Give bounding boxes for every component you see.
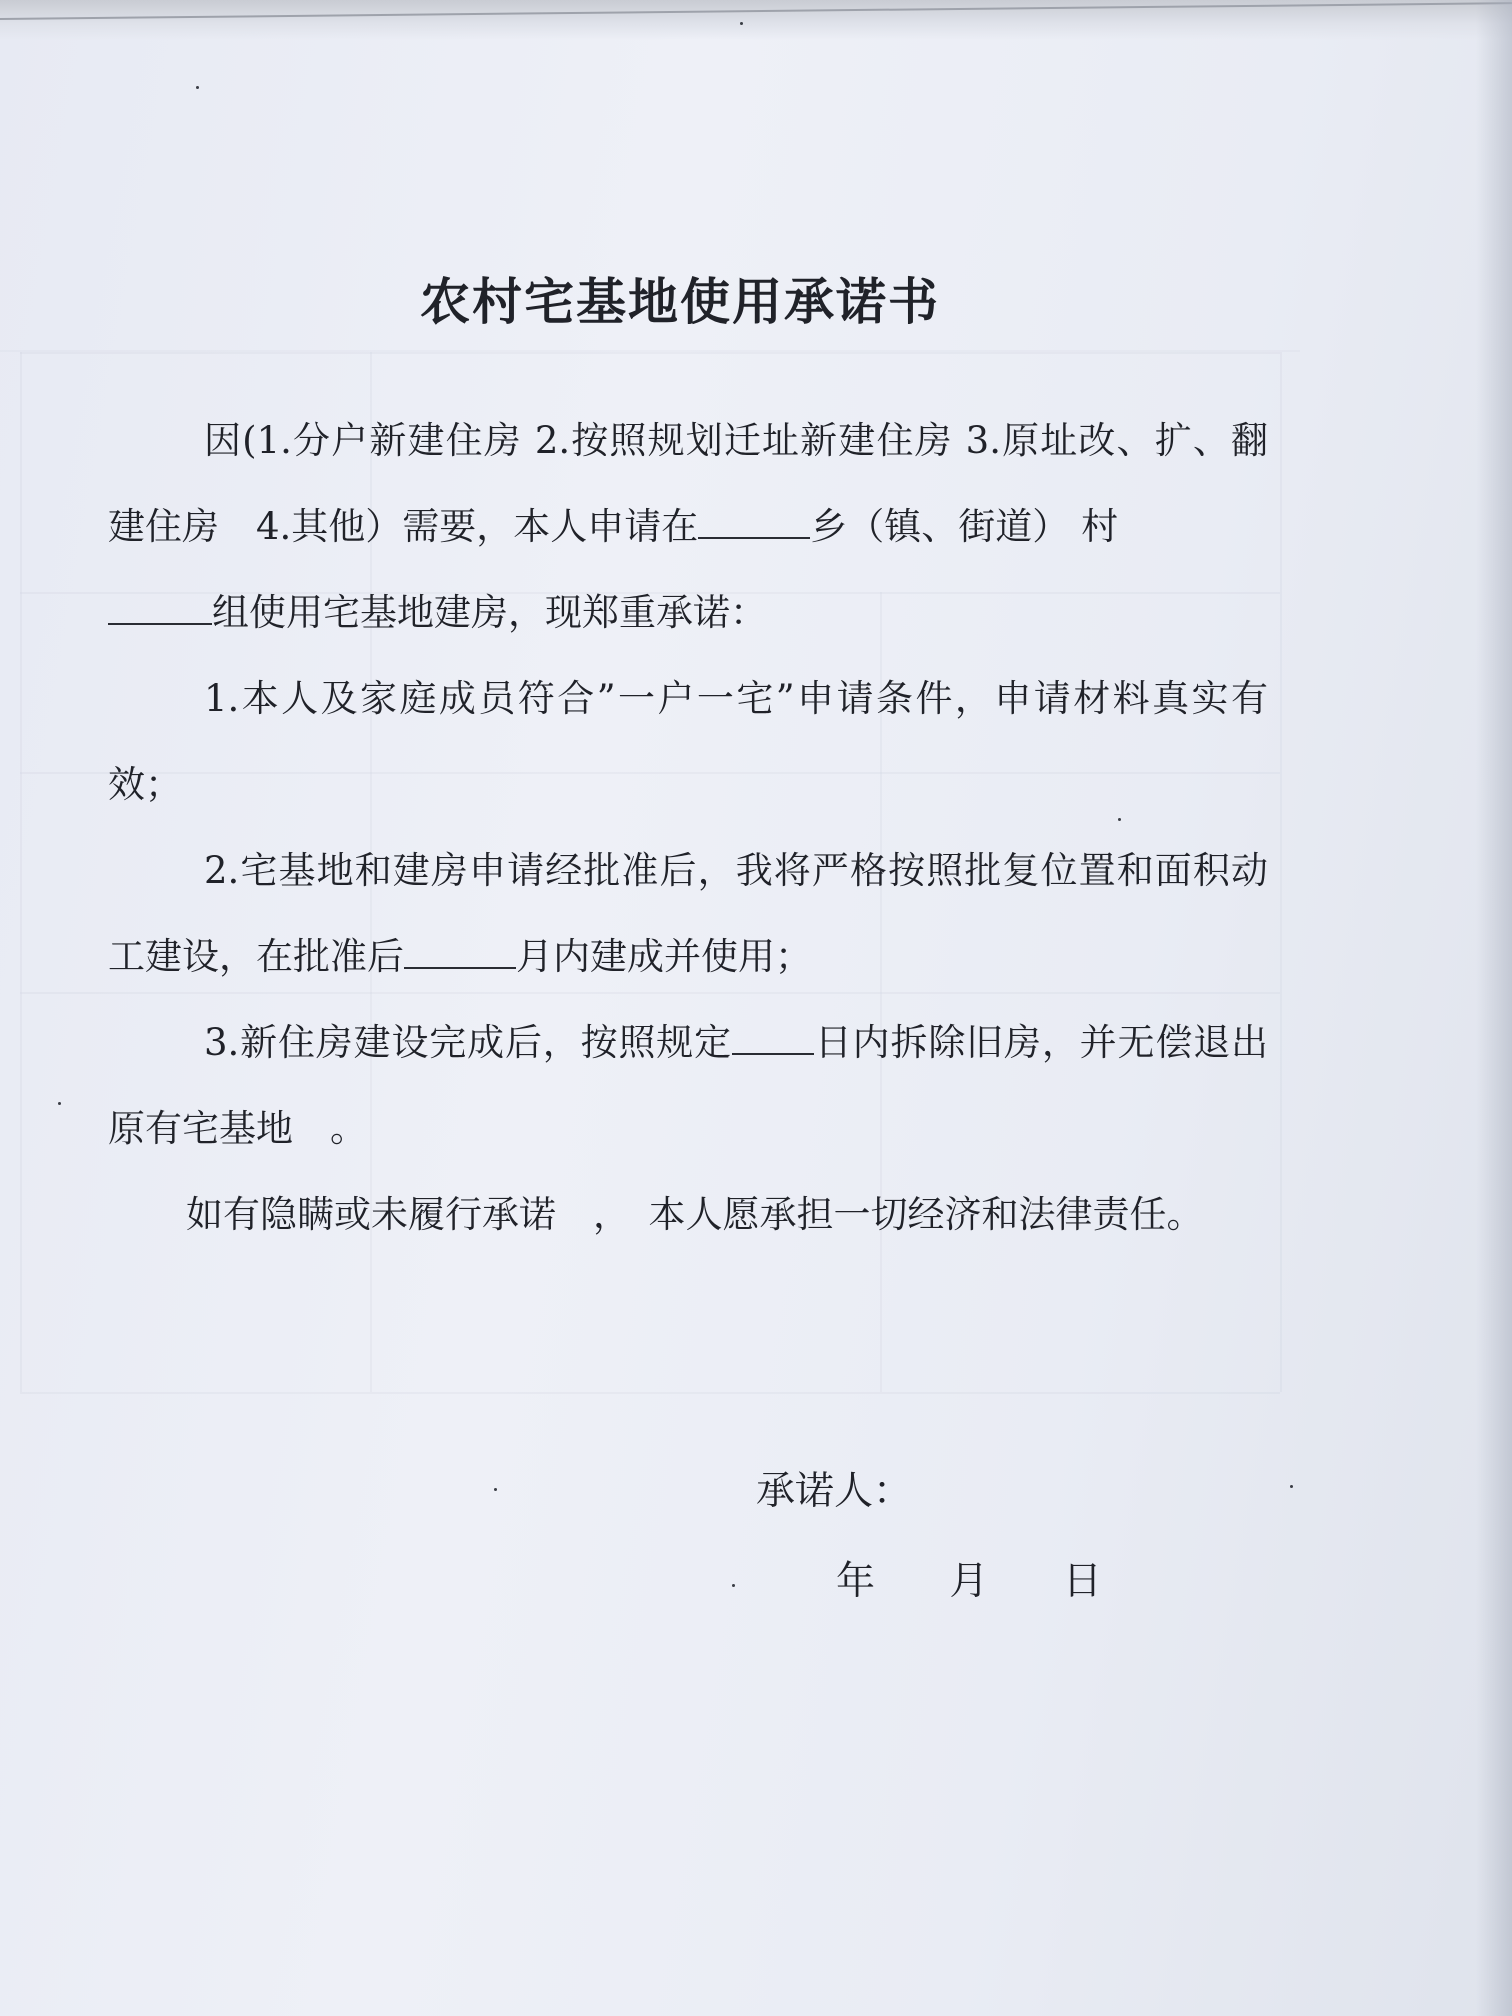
blank-township[interactable] (698, 509, 810, 539)
paragraph-item-2-text-b: 月内建成并使用； (516, 935, 812, 978)
date-year: 年 (836, 1559, 876, 1604)
paragraph-item-3 (108, 1000, 1268, 1172)
paragraph-reason-text-a: 因(1.分户新建住房 2.按照规划迁址新建住房 3.原址改、扩、翻建住房 4.其他）需要，本人申请在 (108, 419, 1268, 548)
paragraph-item-3-text-a: 3.新住房建设完成后，按照规定 (204, 1021, 732, 1064)
blank-days[interactable] (732, 1025, 814, 1055)
paragraph-reason-text-b: 乡（镇、街道） 村 (810, 505, 1119, 548)
document-body (108, 398, 1268, 1258)
date-day: 日 (1062, 1559, 1102, 1604)
paragraph-item-3-text-b: 日内拆除旧房，并无偿退出原有宅基地 。 (108, 1021, 1268, 1150)
paper-speck (494, 1488, 497, 1491)
paper-speck (58, 1102, 61, 1105)
paper-speck (1290, 1485, 1293, 1488)
signature-label: 承诺人： (756, 1469, 913, 1514)
paragraph-reason-text-c: 组使用宅基地建房，现郑重承诺： (212, 591, 767, 634)
paragraph-item-2-text-a: 2.宅基地和建房申请经批准后，我将严格按照批复位置和面积动工建设，在批准后 (108, 849, 1268, 978)
paragraph-reason (108, 398, 1268, 656)
paper-speck (740, 22, 743, 25)
paragraph-liability: 如有隐瞒或未履行承诺 ， 本人愿承担一切经济和法律责任。 (186, 1193, 1204, 1236)
paper-speck (196, 86, 199, 89)
document-title: 农村宅基地使用承诺书 (420, 273, 940, 331)
paper-speck (732, 1584, 735, 1587)
paper-speck (1118, 818, 1121, 821)
date-line (836, 1550, 1164, 1606)
blank-months[interactable] (404, 939, 516, 969)
paper-shadow (1476, 0, 1512, 2016)
date-month: 月 (949, 1559, 989, 1604)
blank-group[interactable] (108, 595, 212, 625)
paragraph-item-1: 1.本人及家庭成员符合”一户一宅”申请条件，申请材料真实有效； (108, 677, 1268, 806)
paragraph-item-2 (108, 828, 1268, 1000)
